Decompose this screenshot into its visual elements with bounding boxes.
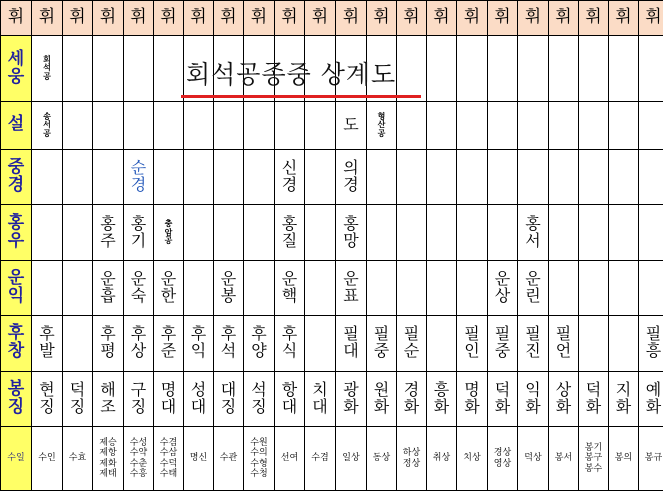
row-label [1, 315, 32, 371]
table-cell [488, 315, 518, 371]
cell-text: 원화 [373, 380, 390, 417]
table-cell [154, 149, 184, 204]
cell-text: 치대 [312, 380, 328, 417]
cell-text: 명대 [160, 380, 177, 417]
table-cell [488, 205, 518, 261]
table-cell [639, 101, 663, 149]
table-cell [427, 205, 457, 261]
cell-text: 홍주 [100, 213, 116, 250]
cell-text: 운흡 [100, 269, 116, 305]
table-cell [63, 36, 93, 102]
table-row [1, 149, 663, 204]
header-cell: 휘 [579, 1, 609, 36]
cell-text: 후식 [281, 324, 298, 361]
cell-text: 흥화 [433, 380, 450, 417]
table-cell [639, 315, 663, 371]
table-cell [609, 101, 639, 149]
table-cell [244, 261, 275, 315]
table-cell [154, 101, 184, 149]
cell-text: 홍기 [130, 213, 147, 250]
header-row [1, 1, 663, 36]
table-cell [639, 427, 663, 491]
cell-text: 석징 [251, 380, 267, 417]
header-cell: 휘 [214, 1, 244, 36]
table-cell [154, 371, 184, 426]
cell-text: 현징 [39, 380, 55, 417]
table-cell [184, 261, 214, 315]
table-cell [93, 36, 124, 102]
table-cell [457, 427, 488, 491]
table-cell [93, 101, 124, 149]
table-cell [457, 261, 488, 315]
header-cell: 휘 [639, 1, 663, 36]
header-cell: 휘 [427, 1, 457, 36]
table-cell [427, 315, 457, 371]
table-cell [639, 149, 663, 204]
table-cell [275, 101, 305, 149]
cell-text: 홍질 [281, 213, 298, 250]
table-cell [639, 261, 663, 315]
header-cell: 휘 [124, 1, 154, 36]
cell-text: 해조 [100, 380, 116, 417]
header-cell: 휘 [367, 1, 397, 36]
table-cell [305, 315, 336, 371]
table-cell [93, 371, 124, 426]
table-cell [609, 205, 639, 261]
table-cell [63, 205, 93, 261]
cell-text: 선여 [280, 453, 299, 464]
cell-text: 경화 [403, 380, 420, 417]
cell-text: 덕화 [494, 380, 511, 417]
cell-text: 수관 [219, 453, 238, 464]
table-cell [93, 315, 124, 371]
table-cell [549, 205, 579, 261]
table-cell [154, 315, 184, 371]
table-cell [124, 371, 154, 426]
table-cell [184, 101, 214, 149]
table-cell [63, 149, 93, 204]
cell-text: 봉규 [644, 453, 663, 464]
cell-text: 동상 [372, 453, 391, 464]
cell-text: 충암공 [164, 219, 173, 245]
table-cell [457, 101, 488, 149]
row-label-text: 홍우 [7, 212, 25, 251]
cell-text: 명화 [464, 380, 480, 417]
table-cell [32, 371, 63, 426]
table-cell [427, 149, 457, 204]
table-row [1, 101, 663, 149]
table-cell [214, 261, 244, 315]
table-cell [124, 427, 154, 491]
table-cell [214, 149, 244, 204]
table-cell [184, 205, 214, 261]
header-cell: 휘 [244, 1, 275, 36]
row-label [1, 149, 32, 204]
table-cell [427, 371, 457, 426]
header-cell: 휘 [457, 1, 488, 36]
table-cell [336, 371, 367, 426]
table-cell [63, 101, 93, 149]
header-cell: 휘 [275, 1, 305, 36]
table-cell [457, 36, 488, 102]
table-cell [488, 101, 518, 149]
table-cell [154, 261, 184, 315]
table-cell [397, 149, 427, 204]
cell-text: 수원수의수형수청 [250, 437, 268, 479]
table-cell [124, 261, 154, 315]
table-cell [336, 427, 367, 491]
cell-text: 덕상 [524, 453, 542, 464]
cell-text: 대징 [220, 380, 237, 417]
table-cell [367, 149, 397, 204]
table-cell [518, 36, 549, 102]
table-cell [488, 427, 518, 491]
table-cell [244, 101, 275, 149]
table-cell [32, 36, 63, 102]
cell-text: 신경 [281, 158, 298, 194]
genealogy-title: 회석공종중 상계도 [186, 60, 397, 89]
header-cell: 휘 [184, 1, 214, 36]
cell-text: 후익 [190, 324, 207, 361]
header-cell: 휘 [93, 1, 124, 36]
header-cell: 휘 [305, 1, 336, 36]
cell-text: 수성수약수춘수흥 [129, 437, 148, 479]
cell-text: 항대 [281, 380, 298, 417]
table-cell [154, 205, 184, 261]
table-cell [275, 315, 305, 371]
cell-text: 후평 [100, 324, 116, 361]
cell-text: 치상 [463, 453, 481, 464]
table-cell [609, 149, 639, 204]
table-cell [609, 36, 639, 102]
table-cell [518, 101, 549, 149]
cell-text: 명신 [189, 453, 208, 464]
cell-text: 송서공 [43, 111, 51, 138]
table-cell [214, 371, 244, 426]
cell-text: 덕징 [69, 380, 86, 417]
table-row [1, 315, 663, 371]
cell-text: 의경 [343, 158, 359, 194]
table-cell [336, 261, 367, 315]
table-row [1, 205, 663, 261]
table-cell [214, 101, 244, 149]
cell-text: 후상 [130, 324, 147, 361]
cell-text: 필진 [525, 324, 541, 361]
table-cell [457, 149, 488, 204]
table-cell [609, 315, 639, 371]
cell-text: 홍서 [525, 213, 541, 250]
table-cell [124, 205, 154, 261]
table-cell [488, 36, 518, 102]
table-row [1, 427, 663, 491]
table-row [1, 261, 663, 315]
cell-text: 일상 [342, 453, 360, 464]
table-cell [275, 371, 305, 426]
table-cell [549, 101, 579, 149]
header-cell: 휘 [154, 1, 184, 36]
table-cell [457, 205, 488, 261]
cell-text: 익화 [525, 380, 541, 417]
cell-text: 봉의 [614, 453, 633, 464]
cell-text: 필인 [464, 324, 480, 361]
table-cell [397, 261, 427, 315]
table-cell [549, 36, 579, 102]
row-label-text: 설 [7, 114, 25, 135]
row-label [1, 371, 32, 426]
table-cell [609, 261, 639, 315]
table-cell [427, 101, 457, 149]
header-cell: 휘 [63, 1, 93, 36]
table-cell [336, 149, 367, 204]
cell-text: 필중 [373, 324, 390, 361]
table-cell [518, 261, 549, 315]
table-cell [214, 315, 244, 371]
table-cell [397, 427, 427, 491]
cell-text: 운봉 [220, 269, 237, 305]
table-cell [63, 427, 93, 491]
table-cell [32, 427, 63, 491]
table-cell [397, 101, 427, 149]
table-cell [244, 205, 275, 261]
table-cell [579, 315, 609, 371]
table-cell [336, 315, 367, 371]
table-cell [488, 261, 518, 315]
cell-text: 제승제항제화제태 [99, 437, 117, 479]
table-cell [549, 149, 579, 204]
header-cell: 휘 [336, 1, 367, 36]
row-label-text: 봉징 [7, 379, 25, 418]
table-cell [93, 427, 124, 491]
cell-text: 지화 [615, 380, 632, 417]
table-cell [244, 149, 275, 204]
row-label-text: 중경 [7, 157, 25, 195]
row-label [1, 101, 32, 149]
table-cell [367, 371, 397, 426]
cell-text: 광화 [343, 380, 359, 417]
table-cell [367, 101, 397, 149]
table-cell [244, 427, 275, 491]
table-cell [367, 315, 397, 371]
row-label [1, 205, 32, 261]
header-cell: 휘 [518, 1, 549, 36]
cell-text: 운상 [494, 269, 511, 305]
table-cell [518, 205, 549, 261]
cell-text: 운표 [343, 269, 359, 305]
table-cell [579, 101, 609, 149]
table-cell [397, 315, 427, 371]
table-cell [457, 315, 488, 371]
table-cell [518, 427, 549, 491]
cell-text: 운숙 [130, 269, 147, 305]
table-cell [275, 261, 305, 315]
cell-text: 운한 [160, 269, 177, 305]
table-cell [214, 427, 244, 491]
header-cell: 휘 [488, 1, 518, 36]
cell-text: 수겸 [311, 453, 329, 464]
table-cell [639, 205, 663, 261]
cell-text: 수겸수삼수덕수태 [159, 437, 178, 479]
row-label: 수일 [1, 427, 32, 491]
header-cell: 휘 [397, 1, 427, 36]
row-label [1, 261, 32, 315]
cell-text: 필중 [494, 324, 511, 361]
table-cell [367, 205, 397, 261]
table-cell [305, 101, 336, 149]
cell-text: 필대 [343, 324, 359, 361]
cell-text: 홍망 [343, 213, 359, 250]
table-cell [93, 149, 124, 204]
header-cell: 휘 [32, 1, 63, 36]
table-cell [63, 315, 93, 371]
header-cell: 휘 [549, 1, 579, 36]
table-cell [518, 149, 549, 204]
table-cell [244, 315, 275, 371]
table-cell [154, 36, 184, 102]
cell-text: 예화 [645, 380, 662, 417]
row-label-text: 운익 [7, 268, 25, 306]
table-cell [549, 371, 579, 426]
cell-text: 봉서 [554, 453, 573, 464]
cell-text: 성대 [190, 380, 207, 417]
cell-text: 운핵 [281, 269, 298, 305]
table-cell [609, 427, 639, 491]
cell-text: 상화 [555, 380, 572, 417]
table-cell [549, 315, 579, 371]
table-cell [305, 205, 336, 261]
cell-text: 도 [343, 114, 359, 134]
cell-text: 후발 [39, 324, 55, 361]
table-cell [32, 261, 63, 315]
table-cell [639, 371, 663, 426]
table-cell [184, 315, 214, 371]
table-cell [305, 371, 336, 426]
cell-text: 형산공 [377, 111, 386, 138]
title-underline [181, 95, 421, 98]
table-cell [579, 149, 609, 204]
cell-text: 회석공 [43, 54, 51, 81]
table-cell [214, 205, 244, 261]
cell-text: 필흥 [645, 324, 662, 361]
table-cell [518, 371, 549, 426]
table-cell [579, 371, 609, 426]
table-cell [397, 205, 427, 261]
table-cell [305, 261, 336, 315]
table-cell [124, 101, 154, 149]
table-cell [549, 261, 579, 315]
table-cell [579, 36, 609, 102]
table-cell [457, 371, 488, 426]
cell-text: 하상정상 [402, 448, 421, 469]
table-cell [427, 427, 457, 491]
table-cell [184, 427, 214, 491]
table-cell [488, 371, 518, 426]
table-cell [488, 149, 518, 204]
table-cell [32, 205, 63, 261]
row-label-text: 세웅 [7, 48, 25, 87]
table-cell [518, 315, 549, 371]
table-cell [184, 149, 214, 204]
table-cell [275, 205, 305, 261]
cell-text: 취상 [432, 453, 451, 464]
table-cell [305, 427, 336, 491]
table-cell [579, 427, 609, 491]
table-cell [397, 371, 427, 426]
table-cell [63, 261, 93, 315]
cell-text: 봉기봉구봉수 [584, 443, 603, 474]
table-cell [639, 36, 663, 102]
row-label-text: 후창 [7, 323, 25, 362]
header-cell: 휘 [609, 1, 639, 36]
table-cell [367, 427, 397, 491]
table-cell [427, 36, 457, 102]
cell-text: 후석 [220, 324, 237, 361]
table-cell [32, 149, 63, 204]
cell-text: 수효 [68, 453, 87, 464]
table-cell [275, 149, 305, 204]
row-label [1, 36, 32, 102]
table-cell [124, 315, 154, 371]
cell-text: 구징 [130, 380, 147, 417]
table-cell [124, 36, 154, 102]
table-cell [93, 261, 124, 315]
cell-text: 순경 [130, 158, 147, 194]
table-cell [609, 371, 639, 426]
table-cell [336, 101, 367, 149]
table-cell [579, 205, 609, 261]
cell-text: 필언 [555, 324, 572, 361]
cell-text: 필순 [403, 324, 420, 361]
table-cell [336, 205, 367, 261]
cell-text: 경상영상 [493, 448, 512, 469]
cell-text: 운린 [525, 269, 541, 305]
cell-text: 후준 [160, 324, 177, 361]
table-cell [124, 149, 154, 204]
table-cell [93, 205, 124, 261]
table-cell [244, 371, 275, 426]
table-cell [579, 261, 609, 315]
table-cell [275, 427, 305, 491]
table-cell [549, 427, 579, 491]
cell-text: 후양 [251, 324, 267, 361]
header-cell: 휘 [1, 1, 32, 36]
table-cell [63, 371, 93, 426]
table-cell [305, 149, 336, 204]
table-cell [32, 101, 63, 149]
table-cell [427, 261, 457, 315]
cell-text: 수인 [38, 453, 56, 464]
table-cell [367, 261, 397, 315]
cell-text: 덕화 [585, 380, 602, 417]
table-cell [184, 371, 214, 426]
table-row [1, 371, 663, 426]
table-cell [32, 315, 63, 371]
table-cell [154, 427, 184, 491]
